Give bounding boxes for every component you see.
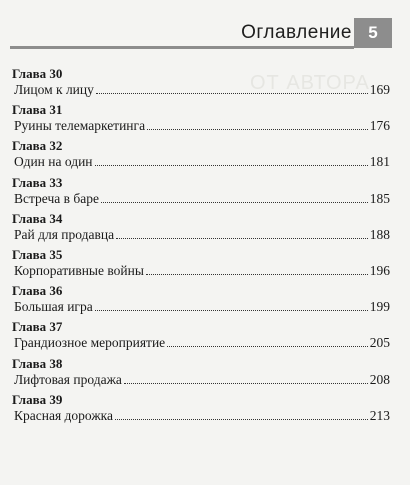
- header-rule: [10, 46, 354, 49]
- toc-page-number: 199: [369, 299, 390, 315]
- toc-chapter-label: Глава 34: [12, 210, 63, 226]
- page-header: [0, 0, 410, 50]
- toc-chapter-title: Большая игра: [14, 299, 93, 315]
- toc-dot-leader: [96, 92, 368, 94]
- toc-page-number: 181: [369, 154, 390, 170]
- toc-chapter-title: Рай для продавца: [14, 226, 115, 242]
- toc-entry: [12, 175, 390, 211]
- page-number-badge: 5: [354, 18, 392, 48]
- toc-line: [14, 334, 390, 351]
- toc-chapter-label: Глава 39: [12, 391, 63, 407]
- toc-page-number: 185: [369, 190, 390, 206]
- toc-dot-leader: [167, 345, 368, 347]
- toc-page-number: 213: [369, 407, 390, 423]
- toc-dot-leader: [124, 382, 368, 384]
- toc-entry: [12, 392, 390, 428]
- toc-chapter-label: Глава 32: [12, 138, 63, 154]
- toc-chapter-label: Глава 37: [12, 319, 63, 335]
- toc-line: [14, 226, 390, 243]
- toc-dot-leader: [147, 128, 368, 130]
- toc-entry: [12, 211, 390, 247]
- toc-chapter-label: Глава 35: [12, 246, 63, 262]
- toc-page-number: 169: [369, 82, 390, 97]
- toc-chapter-title: Один на один: [14, 154, 93, 170]
- toc-page-number: 196: [369, 262, 390, 278]
- toc-entry: [12, 138, 390, 174]
- toc-page-number: 188: [369, 226, 390, 242]
- toc-line: [14, 298, 390, 315]
- toc-chapter-title: Корпоративные войны: [14, 262, 144, 278]
- toc-line: [14, 117, 390, 134]
- toc-chapter-title: Грандиозное мероприятие: [14, 335, 166, 351]
- toc-chapter-title: Встреча в баре: [14, 190, 99, 206]
- toc-dot-leader: [95, 164, 368, 166]
- toc-chapter-title: Руины телемаркетинга: [14, 118, 146, 134]
- toc-entry: [12, 102, 390, 138]
- toc-chapter-label: Глава 31: [12, 102, 63, 118]
- toc-dot-leader: [95, 309, 368, 311]
- toc-entry: [12, 283, 390, 319]
- toc-page-number: 208: [369, 371, 390, 387]
- toc-chapter-title: Красная дорожка: [14, 407, 113, 423]
- toc-chapter-label: Глава 33: [12, 174, 63, 190]
- toc-line: [14, 153, 390, 170]
- show-through-text: ОТ АВТОРА: [250, 72, 370, 94]
- toc-line: [14, 262, 390, 279]
- toc-page-number: 205: [369, 335, 390, 351]
- toc-chapter-label: Глава 36: [12, 283, 63, 299]
- toc-chapter-title: Лицом к лицу: [14, 82, 94, 97]
- toc-entry: [12, 319, 390, 355]
- toc-chapter-label: Глава 38: [12, 355, 63, 371]
- toc-dot-leader: [146, 273, 368, 275]
- toc-line: [14, 407, 390, 424]
- toc-chapter-label: Глава 30: [12, 66, 63, 81]
- toc-line: [14, 190, 390, 207]
- toc-page-number: 176: [369, 118, 390, 134]
- toc-entry: [12, 66, 390, 102]
- toc-dot-leader: [115, 418, 368, 420]
- table-of-contents: [12, 66, 390, 428]
- toc-chapter-title: Лифтовая продажа: [14, 371, 122, 387]
- toc-dot-leader: [101, 201, 368, 203]
- toc-line: [14, 371, 390, 388]
- toc-entry: [12, 247, 390, 283]
- toc-entry: [12, 356, 390, 392]
- toc-dot-leader: [116, 237, 368, 239]
- toc-line: [14, 81, 390, 98]
- page-title: Оглавление: [241, 22, 352, 43]
